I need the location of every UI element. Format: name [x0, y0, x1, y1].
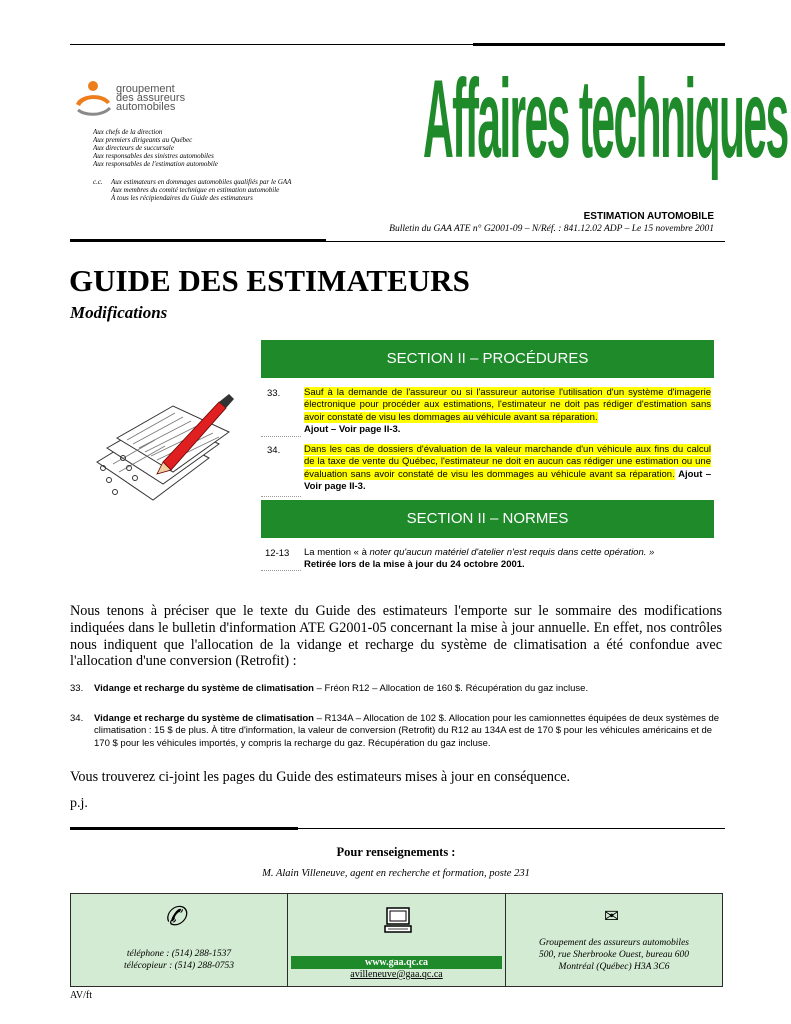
recipients	[93, 128, 218, 168]
list-item	[70, 683, 722, 695]
recipient-line: Aux responsables de l'estimation automobile	[93, 160, 218, 168]
bulletin-reference: Bulletin du GAA ATE n° G2001-09 – N/Réf. : 841.12.02 ADP – Le 15 novembre 2001	[389, 224, 714, 234]
fax-number: télécopieur : (514) 288-0753	[123, 961, 234, 971]
recipient-line: Aux responsables des sinistres automobiles	[93, 152, 214, 160]
email-link[interactable]: avilleneuve@gaa.qc.ca	[350, 969, 443, 980]
top-rule-thick	[473, 43, 725, 46]
list-item-text: – R134A – Allocation de 102 $. Allocation pour les camionnettes équipées de deux systèmes de climatisation : 15 $ de plus. À titre d'information, la valeur de conversion (Retrofit) du R12 au 134A est de 170 $ pour les véhicules américains et de 170 $ pour les véhicules importés, y compris la recharge du gaz. Récupération du gaz incluse.	[94, 713, 720, 749]
item-divider	[261, 436, 301, 437]
logo-line-2: des assureurs	[116, 92, 186, 104]
section-item-note: Ajout – Voir page II-3.	[304, 423, 401, 435]
phone-number: téléphone : (514) 288-1537	[126, 949, 232, 959]
logo-line-3: automobiles	[116, 101, 176, 113]
gaa-logo	[74, 80, 199, 120]
section-item-num: 12-13	[265, 548, 290, 559]
phone-icon: ✆	[164, 902, 186, 932]
mail-icon: ✉	[604, 906, 620, 927]
attachment-label: p.j.	[70, 796, 88, 811]
footer-web-cell	[287, 893, 506, 987]
section-procedures-title: SECTION II – PROCÉDURES	[386, 350, 589, 367]
section-item-note: Retirée lors de la mise à jour du 24 octobre 2001.	[304, 559, 525, 570]
mid-rule-thin	[70, 241, 725, 242]
section-item-text: Sauf à la demande de l'assureur ou si l'assureur autorise l'utilisation d'un système d'imagerie électronique pour procéder aux estimations, l'estimateur ne doit pas rédiger d'estimation sans avoir constaté de visu les dommages au véhicule avant sa réparation.	[304, 387, 711, 423]
section-item-text: La mention « à	[304, 547, 370, 558]
body-paragraph: Nous tenons à préciser que le texte du Guide des estimateurs l'emporte sur le sommaire des modifications indiquées dans le bulletin d'information ATE G2001-05 concernant la mise à jour annuelle. En effet, nos contrôles nous indiquent que l'allocation de la vidange et recharge du système de climatisation a été confondue avec l'allocation d'une conversion (Retrofit) :	[70, 603, 722, 670]
address-line: 500, rue Sherbrooke Ouest, bureau 600	[539, 950, 689, 960]
section-item	[304, 444, 711, 493]
section-item-num: 34.	[267, 445, 281, 456]
item-divider	[261, 496, 301, 497]
recipient-line: Aux chefs de la direction	[93, 128, 163, 136]
list-item-title: Vidange et recharge du système de climatisation	[94, 713, 314, 724]
cc-line: Aux membres du comité technique en estimation automobile	[111, 186, 280, 194]
closing-text: Vous trouverez ci-joint les pages du Guide des estimateurs mises à jour en conséquence.	[70, 769, 571, 785]
section-item-num: 33.	[267, 388, 281, 399]
address-line: Groupement des assureurs automobiles	[539, 938, 689, 948]
section-item-text: Dans les cas de dossiers d'évaluation de la valeur marchande d'un véhicule aux fins du calcul de la taxe de vente du Québec, l'estimateur ne doit en aucun cas rédiger une estimation ou une évaluation sans avoir constaté de visu les dommages au véhicule avant sa réparation.	[304, 444, 711, 480]
cc-line: À tous les récipiendaires du Guide des estimateurs	[111, 194, 253, 202]
bulletin-category: ESTIMATION AUTOMOBILE	[583, 211, 714, 222]
computer-icon	[384, 907, 412, 933]
bottom-rule-thick	[70, 827, 298, 830]
section-normes-header	[261, 500, 714, 538]
section-item	[304, 387, 711, 436]
page-subtitle: Modifications	[70, 303, 168, 322]
author-initials: AV/ft	[70, 990, 93, 1001]
cc-list	[93, 178, 291, 202]
cc-line: Aux estimateurs en dommages automobiles qualifiés par le GAA	[111, 178, 292, 186]
section-procedures-header	[261, 340, 714, 378]
gaa-logo-icon	[74, 80, 114, 118]
contact-heading: Pour renseignements :	[336, 845, 456, 859]
item-divider	[261, 570, 301, 571]
list-item-num: 33.	[70, 683, 84, 694]
section-item-note: Ajout – Voir page II-3.	[304, 468, 711, 492]
website-link[interactable]: www.gaa.qc.ca	[291, 956, 502, 969]
recipient-line: Aux directeurs de succursale	[93, 144, 174, 152]
list-item-title: Vidange et recharge du système de climatisation	[94, 683, 314, 694]
logo-line-1: groupement	[116, 83, 175, 95]
recipient-line: Aux premiers dirigeants au Québec	[93, 136, 193, 144]
address-line: Montréal (Québec) H3A 3C6	[558, 962, 670, 972]
page-title: GUIDE DES ESTIMATEURS	[69, 263, 470, 298]
list-item-num: 34.	[70, 713, 84, 724]
section-item	[304, 547, 714, 571]
contact-name: M. Alain Villeneuve, agent en recherche et formation, poste 231	[262, 868, 530, 879]
masthead-title: Affaires techniques	[423, 58, 788, 183]
section-normes-title: SECTION II – NORMES	[406, 510, 569, 527]
section-item-italic: noter qu'aucun matériel d'atelier n'est requis dans cette opération. »	[369, 547, 655, 558]
footer-address-cell	[505, 893, 723, 987]
list-item-text: – Fréon R12 – Allocation de 160 $. Récupération du gaz incluse.	[314, 683, 589, 694]
footer-phone-cell	[70, 893, 288, 987]
papers-pen-icon	[93, 388, 243, 528]
list-item	[70, 713, 722, 750]
cc-label: c.c.	[93, 178, 103, 186]
